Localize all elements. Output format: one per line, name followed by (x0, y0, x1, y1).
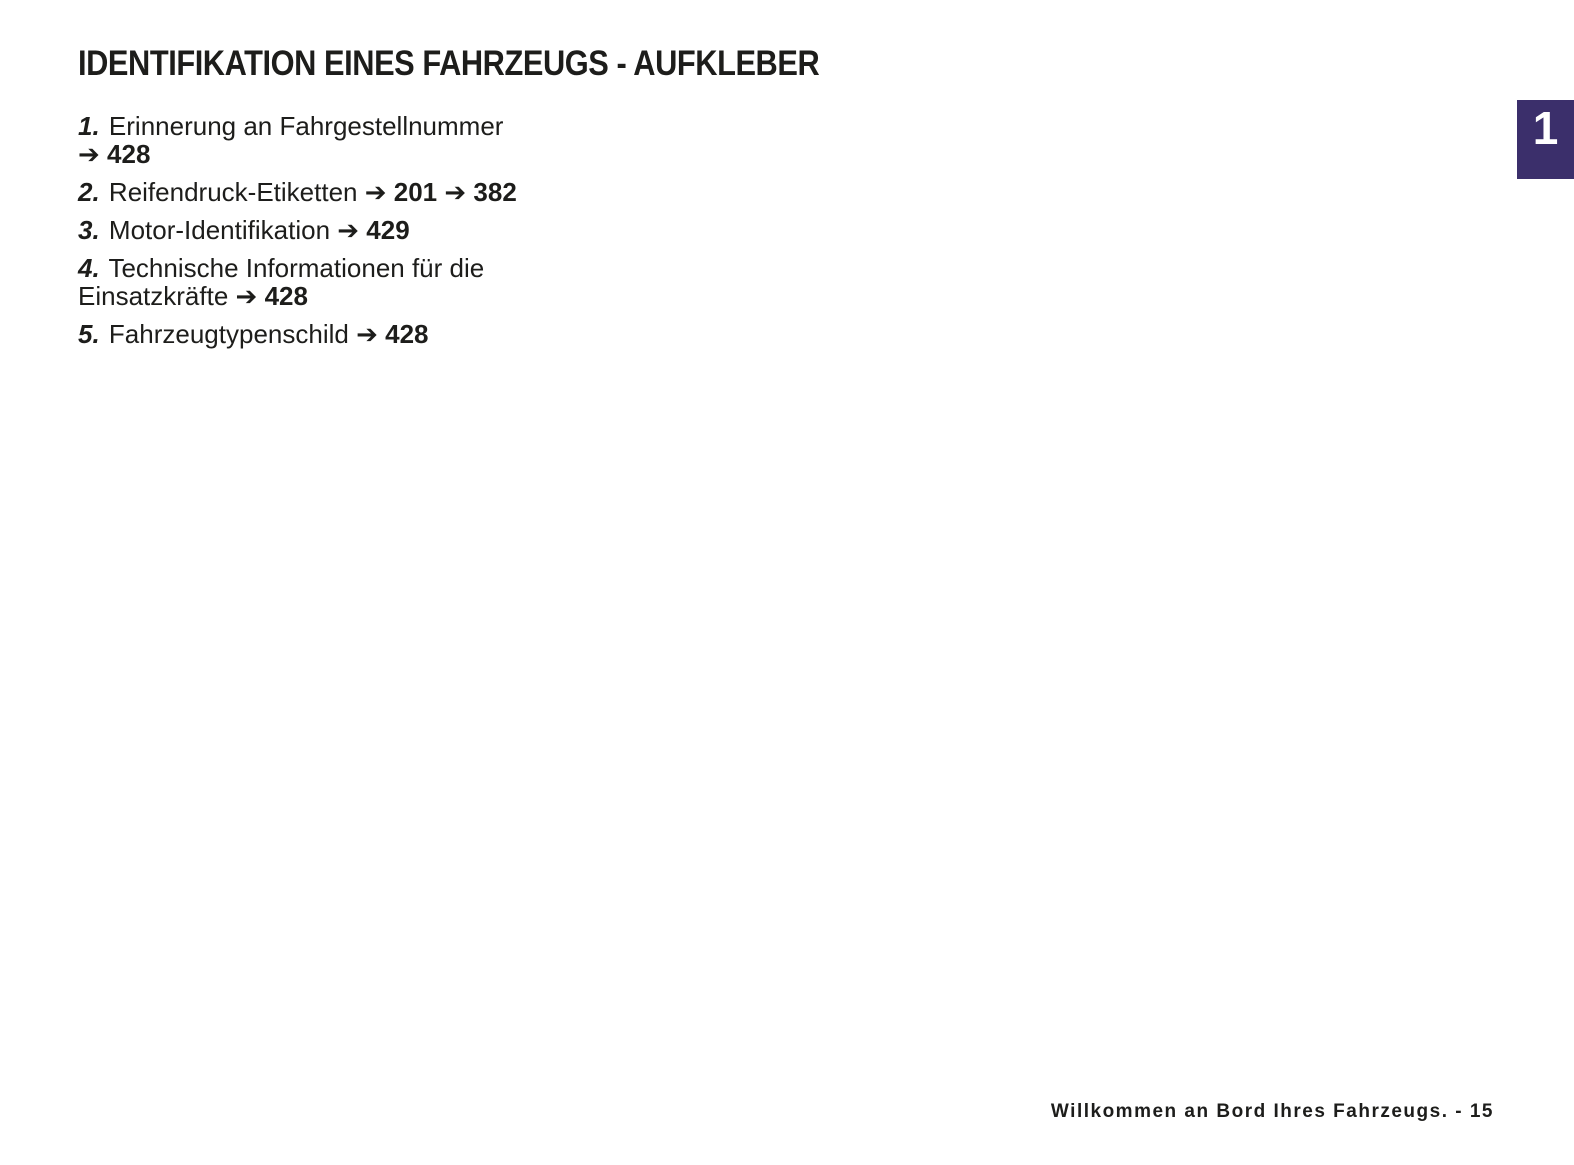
footer-pagination: Willkommen an Bord Ihres Fahrzeugs. - 15 (1050, 1101, 1494, 1122)
page-reference-number: 428 (264, 281, 308, 311)
chapter-number: 1 (1532, 102, 1559, 154)
page-title (78, 44, 920, 84)
page-reference-number: 382 (473, 177, 517, 207)
item-label: Motor-Identifikation (108, 215, 331, 245)
list-item (78, 216, 550, 244)
page-content (78, 44, 920, 358)
page-reference (444, 177, 516, 207)
page-reference-number: 428 (107, 139, 151, 169)
arrow-icon: ➔ (364, 177, 387, 207)
arrow-icon: ➔ (337, 215, 360, 245)
page-reference-number: 201 (393, 177, 438, 207)
item-number: 3. (78, 215, 100, 245)
list-item (78, 112, 550, 168)
chapter-tab (1517, 100, 1574, 179)
item-number: 1. (78, 111, 100, 141)
page-reference (337, 215, 409, 245)
arrow-icon: ➔ (356, 319, 378, 349)
arrow-icon: ➔ (235, 281, 258, 311)
page-title-text: IDENTIFIKATION EINES FAHRZEUGS - AUFKLEBER (78, 44, 820, 83)
page-reference (236, 281, 308, 311)
list-item (78, 254, 550, 310)
legend-list (78, 112, 550, 348)
item-number: 2. (78, 177, 100, 207)
page-reference (365, 177, 437, 207)
item-label: Technische Informationen für die Einsatzkräfte (78, 253, 485, 311)
item-label: Erinnerung an Fahrgestellnummer (108, 111, 504, 141)
page-reference-number: 429 (366, 215, 410, 245)
page-reference-number: 428 (385, 319, 429, 349)
item-number: 5. (78, 319, 100, 349)
item-number: 4. (78, 253, 100, 283)
arrow-icon: ➔ (78, 139, 100, 169)
page-reference (356, 319, 428, 349)
page-reference (78, 139, 150, 169)
item-label: Reifendruck-Etiketten (108, 177, 358, 207)
list-item (78, 178, 550, 206)
arrow-icon: ➔ (444, 177, 467, 207)
item-label: Fahrzeugtypenschild (108, 319, 349, 349)
list-item (78, 320, 550, 348)
